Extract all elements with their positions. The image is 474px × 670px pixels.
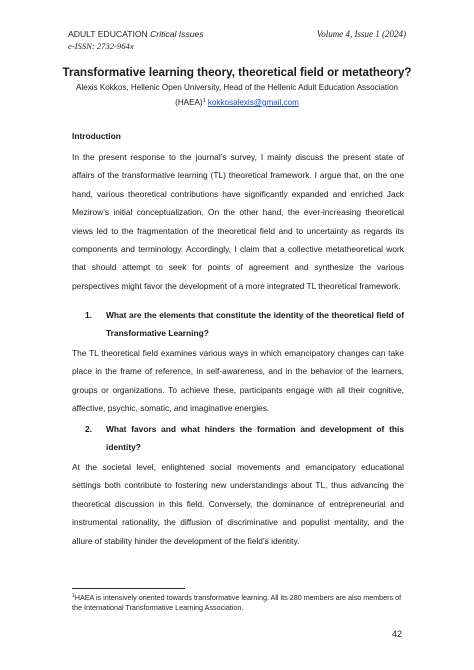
question-2-text: What favors and what hinders the formation and development of this identity?	[106, 424, 404, 453]
author-line: Alexis Kokkos, Hellenic Open University, Head of the Hellenic Adult Education Association	[76, 83, 398, 92]
question-1	[85, 306, 404, 343]
issn-line: e-ISSN: 2732-964x	[68, 41, 134, 51]
footnote-mark: 1	[72, 593, 75, 599]
question-1-number: 1.	[85, 310, 92, 320]
paragraph-2: The TL theoretical field examines various ways in which emancipatory changes can take place in the frame of reference, in self-awareness, and in the behavior of the learners, groups or organizations. To achieve these, participants engage with all their cognitive, affective, psychic, somatic, and imaginative energies.	[72, 348, 404, 414]
footnote-text: HAEA is intensively oriented towards transformative learning. All its 280 members are also members of the International Transformative Learning Association.	[72, 593, 402, 613]
affiliation-abbrev: (HAEA)	[175, 98, 203, 107]
journal-name: ADULT EDUCATION	[68, 29, 148, 39]
intro-paragraph: In the present response to the journal’s survey, I mainly discuss the present state of affairs of the transformative learning (TL) theoretical framework. I argue that, on the one hand, various theoretical contributions have significantly expanded and enriched Jack Mezirow’s initial conceptualization. On the other hand, the ever-increasing theoretical views led to the fragmentation of the theoretical field and to uncertainty as regards its components and terminology. Accordingly, I claim that a collective metatheoretical work that should attempt to seek for points of agreement and synthesize the various perspectives might favor the development of a more integrated TL theoretical framework.	[72, 152, 404, 291]
question-2	[85, 420, 404, 457]
volume-issue: Volume 4, Issue 1 (2024)	[316, 29, 406, 39]
author-email-link[interactable]: kokkosalexis@gmail.com	[207, 98, 299, 107]
journal-header	[68, 29, 204, 40]
footnote-divider	[72, 588, 185, 589]
page-number: 42	[391, 629, 402, 639]
article-title: Transformative learning theory, theoretical field or metatheory?	[62, 66, 412, 79]
introduction-heading: Introduction	[72, 131, 121, 141]
paragraph-3: At the societal level, enlightened social movements and emancipatory educational settings both contribute to fostering new understandings about TL, thus advancing the theoretical discussion in this field. Conversely, the dominance of entrepreneurial and instrumental rationality, the diffusion of discriminative and populist mentality, and the allure of stability hinder the development of the field’s identity.	[72, 462, 404, 546]
journal-subtitle: Critical Issues	[150, 29, 204, 39]
footnote-ref: 1	[202, 98, 206, 104]
question-2-number: 2.	[85, 424, 92, 434]
affiliation-line	[62, 96, 412, 108]
footnote	[72, 591, 406, 614]
question-1-text: What are the elements that constitute the identity of the theoretical field of Transformative Learning?	[106, 310, 404, 339]
